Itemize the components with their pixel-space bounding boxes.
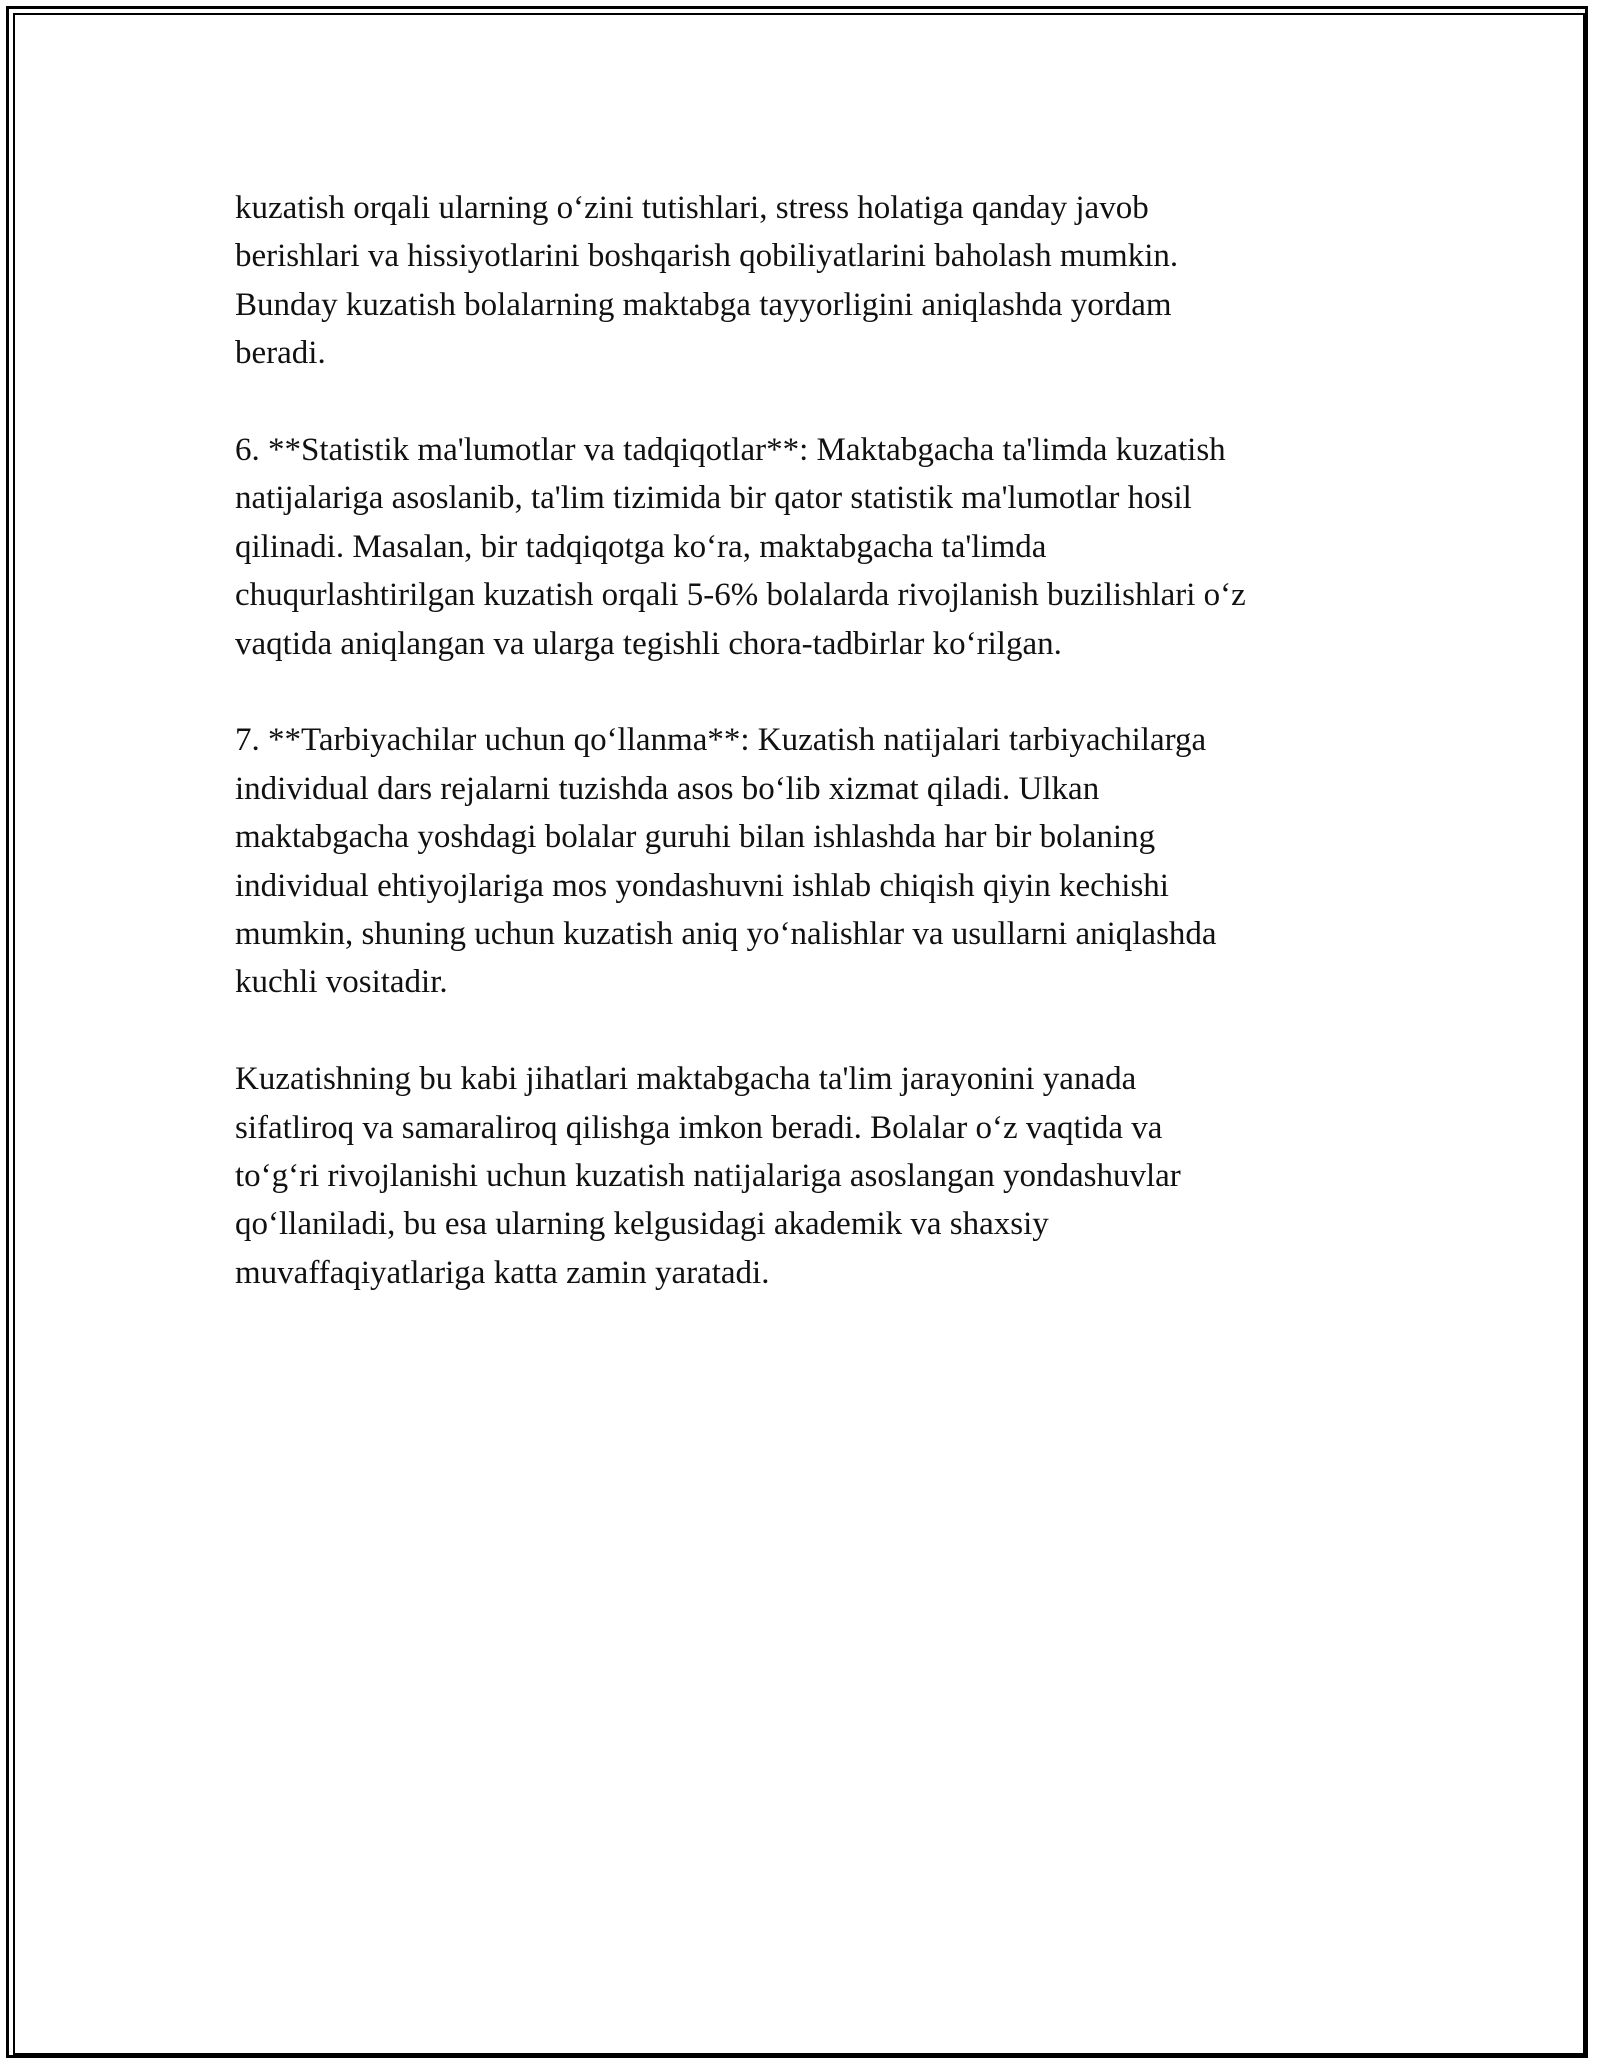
- paragraph-item-6: [235, 426, 1365, 668]
- text-line: maktabgacha yoshdagi bolalar guruhi bilan ishlashda har bir bolaning: [235, 819, 1156, 856]
- document-body: [235, 184, 1365, 1346]
- text-line: qo‘llaniladi, bu esa ularning kelgusidagi akademik va shaxsiy: [235, 1206, 1049, 1243]
- text-line: kuzatish orqali ularning o‘zini tutishlari, stress holatiga qanday javob: [235, 190, 1149, 226]
- text-line: Kuzatishning bu kabi jihatlari maktabgacha ta'lim jarayonini yanada: [235, 1061, 1137, 1098]
- text-line: chuqurlashtirilgan kuzatish orqali 5-6% bolalarda rivojlanish buzilishlari o‘z: [235, 577, 1246, 614]
- text-line: to‘g‘ri rivojlanishi uchun kuzatish natijalariga asoslangan yondashuvlar: [235, 1158, 1181, 1195]
- text-line: natijalariga asoslanib, ta'lim tizimida bir qator statistik ma'lumotlar hosil: [235, 480, 1192, 517]
- text-line: beradi.: [235, 335, 326, 372]
- paragraph-item-7: [235, 716, 1365, 1006]
- text-line: berishlari va hissiyotlarini boshqarish qobiliyatlarini baholash mumkin.: [235, 238, 1179, 275]
- text-line: vaqtida aniqlangan va ularga tegishli chora-tadbirlar ko‘rilgan.: [235, 625, 1062, 662]
- text-line: mumkin, shuning uchun kuzatish aniq yo‘nalishlar va usullarni aniqlashda: [235, 916, 1217, 953]
- text-line: 6. **Statistik ma'lumotlar va tadqiqotlar**: Maktabgacha ta'limda kuzatish: [235, 432, 1226, 469]
- text-line: qilinadi. Masalan, bir tadqiqotga ko‘ra, maktabgacha ta'limda: [235, 528, 1047, 565]
- text-line: Bunday kuzatish bolalarning maktabga tayyorligini aniqlashda yordam: [235, 286, 1172, 323]
- text-line: muvaffaqiyatlariga katta zamin yaratadi.: [235, 1254, 770, 1291]
- text-line: individual ehtiyojlariga mos yondashuvni ishlab chiqish qiyin kechishi: [235, 867, 1169, 904]
- text-line: sifatliroq va samaraliroq qilishga imkon beradi. Bolalar o‘z vaqtida va: [235, 1109, 1163, 1146]
- paragraph-continuation: [235, 184, 1365, 378]
- text-line: individual dars rejalarni tuzishda asos bo‘lib xizmat qiladi. Ulkan: [235, 770, 1100, 807]
- text-line: 7. **Tarbiyachilar uchun qo‘llanma**: Kuzatish natijalari tarbiyachilarga: [235, 722, 1207, 759]
- paragraph-conclusion: [235, 1055, 1365, 1297]
- text-line: kuchli vositadir.: [235, 964, 448, 1001]
